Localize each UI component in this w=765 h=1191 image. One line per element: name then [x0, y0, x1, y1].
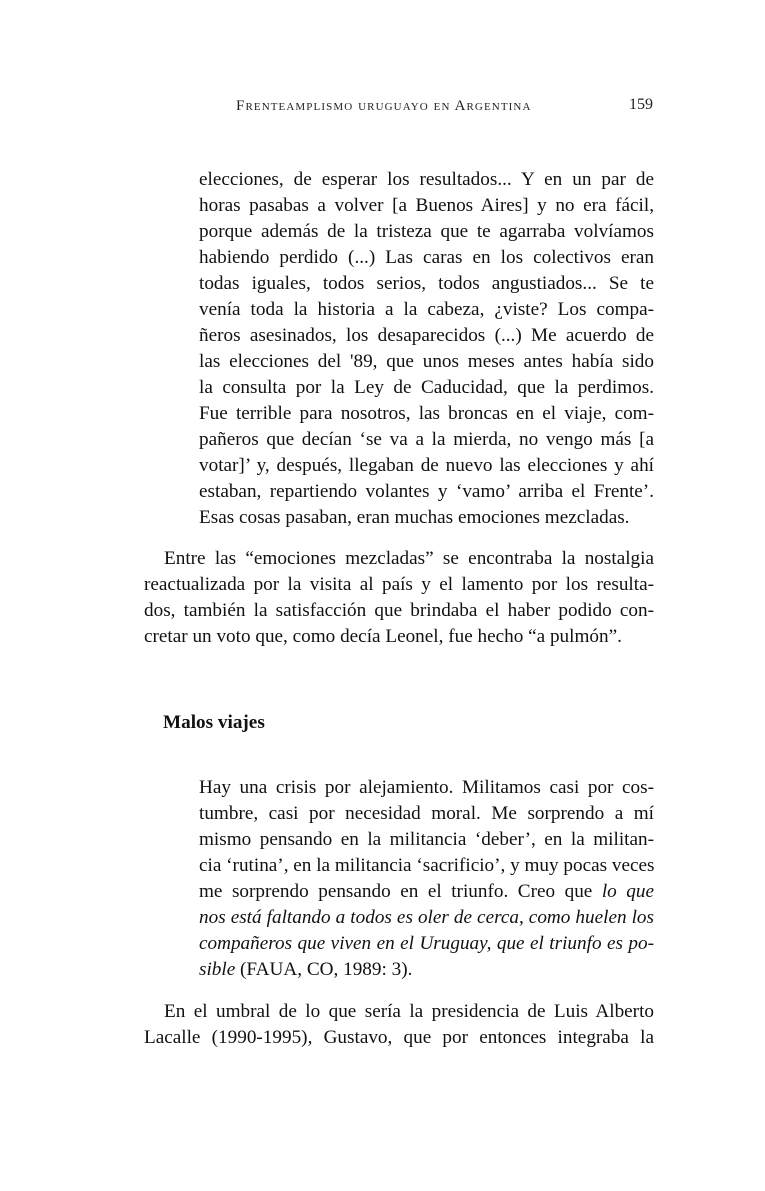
quote-line: pañeros que decían ‘se va a la mierda, no vengo más [a — [199, 429, 654, 450]
quote-line: Fue terrible para nosotros, las broncas en el viaje, com- — [199, 403, 654, 424]
quote-line: ñeros asesinados, los desaparecidos (...) Me acuerdo de — [199, 325, 654, 346]
quote-line: nos está faltando a todos es oler de cerca, como huelen los — [199, 907, 654, 928]
quote-line: estaban, repartiendo volantes y ‘vamo’ arriba el Frente’. — [199, 481, 654, 502]
body-line: dos, también la satisfacción que brindaba el haber podido con- — [144, 600, 654, 621]
quote-line: venía toda la historia a la cabeza, ¿viste? Los compa- — [199, 299, 654, 320]
body-line: cretar un voto que, como decía Leonel, fue hecho “a pulmón”. — [144, 626, 622, 647]
quote-line: compañeros que viven en el Uruguay, que el triunfo es po- — [199, 933, 654, 954]
body-line: reactualizada por la visita al país y el lamento por los resulta- — [144, 574, 654, 595]
quote-line: habiendo perdido (...) Las caras en los colectivos eran — [199, 247, 654, 268]
running-head — [0, 98, 765, 122]
quote-line: las elecciones del '89, que unos meses antes había sido — [199, 351, 654, 372]
quote-line: Hay una crisis por alejamiento. Militamos casi por cos- — [199, 777, 654, 798]
citation-text: (FAUA, CO, 1989: 3). — [235, 959, 413, 980]
quote-line: votar]’ y, después, llegaban de nuevo las elecciones y ahí — [199, 455, 654, 476]
quote-italic-text: lo que — [601, 881, 654, 902]
body-line: Entre las “emociones mezcladas” se encontraba la nostalgia — [164, 548, 654, 569]
quote-roman-text: me sorprendo pensando en el triunfo. Creo que — [199, 881, 602, 902]
quote-line: porque además de la tristeza que te agarraba volvíamos — [199, 221, 654, 242]
quote-line: Esas cosas pasaban, eran muchas emociones mezcladas. — [199, 507, 630, 528]
quote-line — [199, 957, 654, 983]
body-line: En el umbral de lo que sería la presidencia de Luis Alberto — [164, 1001, 654, 1022]
quote-italic-text: sible — [199, 959, 236, 980]
quote-line: cia ‘rutina’, en la militancia ‘sacrificio’, y muy pocas veces — [199, 855, 655, 876]
quote-line: tumbre, casi por necesidad moral. Me sorprendo a mí — [199, 803, 654, 824]
quote-line — [199, 879, 654, 905]
section-heading: Malos viajes — [163, 712, 265, 733]
quote-line: elecciones, de esperar los resultados... Y en un par de — [199, 169, 654, 190]
running-title: Frenteamplismo uruguayo en Argentina — [236, 98, 532, 114]
quote-line: horas pasabas a volver [a Buenos Aires] y no era fácil, — [199, 195, 654, 216]
quote-line: todas iguales, todos serios, todos angustiados... Se te — [199, 273, 654, 294]
quote-line: la consulta por la Ley de Caducidad, que la perdimos. — [199, 377, 654, 398]
page-number: 159 — [629, 96, 653, 113]
quote-line: mismo pensando en la militancia ‘deber’, en la militan- — [199, 829, 654, 850]
body-line: Lacalle (1990-1995), Gustavo, que por entonces integraba la — [144, 1027, 654, 1048]
